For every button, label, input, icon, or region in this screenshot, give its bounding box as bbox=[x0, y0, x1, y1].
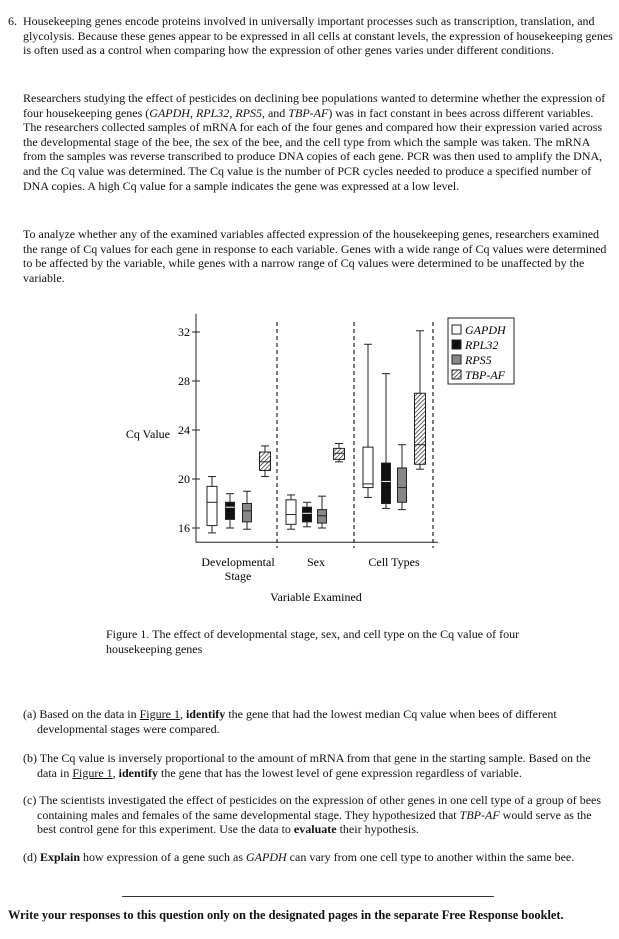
chart-legend bbox=[448, 318, 514, 384]
figure-link[interactable]: Figure 1 bbox=[139, 707, 180, 721]
x-category-label: Stage bbox=[224, 569, 252, 583]
y-tick-label: 16 bbox=[178, 521, 190, 535]
box-tbp-af-0 bbox=[260, 446, 271, 477]
question-number: 6. bbox=[8, 14, 17, 28]
intro-paragraph-3: To analyze whether any of the examined variables affected expression of the housekeeping genes, researchers examined the range of Cq values for each gene in response to each variable. Genes with a wide range of Cq values were determined to be affected by the variable, while genes with a narrow range of Cq values were determined to be unaffected by the variable. bbox=[23, 227, 607, 285]
gene-name: GAPDH bbox=[246, 850, 287, 864]
legend-swatch bbox=[452, 325, 461, 334]
iqr-box bbox=[286, 500, 296, 525]
task-verb: identify bbox=[185, 707, 226, 721]
footer-instruction: Write your responses to this question only on the designated pages in the separate Free Response booklet. bbox=[8, 908, 564, 922]
text-span: Researchers studying the effect of pesticides on declining bee populations wanted to determine whether the expression of four housekeeping genes ( bbox=[23, 91, 606, 120]
intro-paragraph-1: Housekeeping genes encode proteins involved in universally important processes such as transcription, translation, and glycolysis. Because these genes appear to be expressed in all cells at constant levels, the expression of housekeeping genes is often used as a control when comparing how the expression of other genes varies under different conditions. bbox=[23, 14, 613, 58]
box-gapdh-1 bbox=[286, 495, 296, 529]
intro-paragraph-2: Researchers studying the effect of pesticides on declining bee populations wanted to determine whether the expression of four housekeeping genes (GAPDH, RPL32, RPS5, and TBP-AF) was in fact constant in bees across different variables. The researchers collected samples of mRNA for each of the four genes and compared how their expression varied across the developmental stage of the bee, the sex of the bee, and the cell type from which the sample was taken. The mRNA from the samples was reverse transcribed to produce DNA copies of each gene. PCR was then used to amplify the DNA, and the Cq value was determined. The Cq value is the number of PCR cycles needed to produce a specified number of DNA copies. A high Cq value for a sample indicates the gene was expressed at a low level. bbox=[23, 91, 606, 193]
text-span: would serve as the best control gene for this experiment. Use the data to bbox=[37, 807, 592, 837]
legend-label: RPL32 bbox=[465, 338, 499, 352]
box-rpl32-1 bbox=[303, 502, 312, 527]
y-tick-label: 32 bbox=[178, 325, 190, 339]
figure-caption: Figure 1. The effect of developmental stage, sex, and cell type on the Cq value of four housekeeping genes bbox=[106, 627, 520, 656]
box-gapdh-0 bbox=[207, 477, 217, 533]
box-tbp-af-2 bbox=[415, 331, 426, 469]
box-rps5-2 bbox=[398, 445, 407, 510]
question-c bbox=[23, 793, 613, 837]
task-verb: identify bbox=[118, 765, 159, 780]
box-tbp-af-1 bbox=[334, 443, 345, 461]
separator-rule bbox=[122, 896, 494, 897]
iqr-box bbox=[207, 486, 217, 525]
iqr-box bbox=[334, 448, 345, 459]
figure-link[interactable]: Figure 1 bbox=[72, 765, 113, 780]
y-tick-label: 24 bbox=[178, 423, 190, 437]
text-span: the gene that had the lowest median Cq value when bees of different developmental stages were compared. bbox=[37, 707, 557, 736]
chart-axes bbox=[126, 314, 438, 604]
iqr-box bbox=[303, 507, 312, 522]
chart-boxes bbox=[207, 331, 426, 533]
iqr-box bbox=[363, 447, 373, 487]
box-rps5-1 bbox=[318, 496, 327, 528]
legend-label: RPS5 bbox=[465, 353, 492, 367]
gene-name: RPL32 bbox=[195, 105, 230, 120]
text-span: the gene that has the lowest level of gene expression regardless of variable. bbox=[158, 765, 522, 780]
iqr-box bbox=[318, 510, 327, 523]
iqr-box bbox=[226, 502, 235, 519]
text-span: ) was in fact constant in bees across different variables. The researchers collected samples of mRNA for each of the four genes and compared how their expression varied across the developmental stage of the bee, the sex of the bee, and the cell type from which the sample was taken. The mRNA from the samples was reverse transcribed to produce DNA copies of each gene. PCR was then used to amplify the DNA, and the Cq value was determined. The Cq value is the number of PCR cycles needed to produce a specified number of DNA copies. A high Cq value for a sample indicates the gene was expressed at a low level. bbox=[23, 105, 603, 193]
box-rps5-0 bbox=[243, 491, 252, 529]
question-a bbox=[23, 707, 613, 736]
y-tick-label: 28 bbox=[178, 374, 190, 388]
iqr-box bbox=[243, 504, 252, 522]
text-span: their hypothesis. bbox=[336, 822, 419, 837]
box-rpl32-2 bbox=[382, 374, 391, 509]
question-b bbox=[23, 751, 613, 780]
x-category-label: Cell Types bbox=[368, 555, 420, 569]
gene-name: RPS5 bbox=[235, 105, 262, 120]
legend-label: TBP-AF bbox=[465, 368, 505, 382]
gene-name: TBP-AF bbox=[459, 807, 500, 822]
text-span: can vary from one cell type to another within the same bee. bbox=[286, 850, 575, 864]
text-span: (c) The scientists investigated the effect of pesticides on the expression of other genes in one cell type of a group of bees containing males and females of the same developmental stage. They hypothesized that bbox=[23, 793, 602, 822]
text-span: (b) The Cq value is inversely proportional to the amount of mRNA from that gene in the starting sample. Based on the data in bbox=[23, 751, 591, 780]
iqr-box bbox=[382, 463, 391, 503]
iqr-box bbox=[260, 452, 271, 470]
x-category-label: Developmental bbox=[201, 555, 275, 569]
task-verb: Explain bbox=[40, 850, 81, 864]
y-tick-label: 20 bbox=[178, 472, 190, 486]
text-span: (d) bbox=[23, 850, 40, 864]
gene-name: TBP-AF bbox=[288, 105, 329, 120]
x-axis-title: Variable Examined bbox=[270, 590, 362, 604]
text-span: , bbox=[179, 707, 186, 721]
y-axis-title: Cq Value bbox=[125, 427, 170, 441]
text-span: how expression of a gene such as bbox=[80, 850, 246, 864]
legend-swatch bbox=[452, 340, 461, 349]
text-span: (a) Based on the data in bbox=[23, 707, 140, 721]
gene-name: GAPDH bbox=[149, 105, 190, 120]
legend-label: GAPDH bbox=[465, 323, 506, 337]
box-rpl32-0 bbox=[226, 494, 235, 528]
legend-swatch bbox=[452, 355, 461, 364]
question-d bbox=[23, 850, 613, 865]
task-verb: evaluate bbox=[293, 822, 337, 837]
legend-swatch bbox=[452, 370, 461, 379]
text-span: , bbox=[112, 765, 119, 780]
iqr-box bbox=[398, 468, 407, 502]
iqr-box bbox=[415, 393, 426, 464]
box-gapdh-2 bbox=[363, 344, 373, 497]
x-category-label: Sex bbox=[307, 555, 325, 569]
